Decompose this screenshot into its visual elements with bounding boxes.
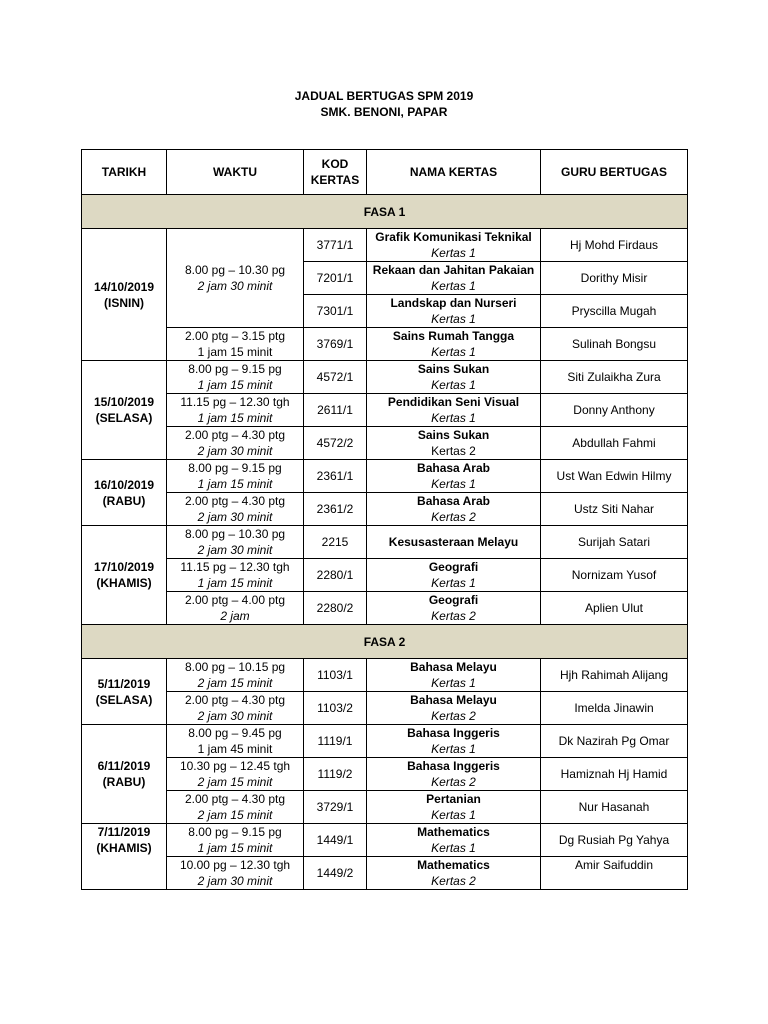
table-row <box>82 659 688 692</box>
time-cell <box>167 791 304 824</box>
paper-name: Grafik Komunikasi Teknikal <box>375 230 532 244</box>
kod-cell: 1103/2 <box>304 692 367 725</box>
kod-cell: 7201/1 <box>304 262 367 295</box>
paper-number: Kertas 1 <box>431 742 476 756</box>
time-cell <box>167 692 304 725</box>
paper-cell <box>367 824 541 857</box>
time-cell <box>167 394 304 427</box>
teacher-cell: Hamiznah Hj Hamid <box>541 758 688 791</box>
kod-cell: 2280/2 <box>304 592 367 625</box>
teacher-cell: Amir Saifuddin <box>541 857 688 890</box>
day-value: (SELASA) <box>95 692 153 707</box>
date-value: 17/10/2019 <box>93 560 155 574</box>
paper-cell <box>367 592 541 625</box>
time-cell <box>167 361 304 394</box>
time-cell <box>167 229 304 328</box>
phase-row <box>82 625 688 659</box>
time-range: 8.00 pg – 9.15 pg <box>188 362 282 376</box>
table-row <box>82 791 688 824</box>
paper-name: Pendidikan Seni Visual <box>387 395 520 409</box>
time-range: 2.00 ptg – 3.15 ptg <box>184 329 286 343</box>
day-value: (SELASA) <box>95 411 153 425</box>
header-kod-kertas <box>304 150 367 195</box>
table-row <box>82 857 688 890</box>
date-cell <box>82 725 167 824</box>
phase-label: FASA 2 <box>82 625 688 659</box>
duration: 2 jam 30 minit <box>197 444 273 458</box>
kod-cell: 2361/2 <box>304 493 367 526</box>
table-row <box>82 427 688 460</box>
table-row <box>82 394 688 427</box>
paper-cell <box>367 559 541 592</box>
paper-number: Kertas 1 <box>431 676 476 690</box>
paper-cell <box>367 758 541 791</box>
teacher-cell: Sulinah Bongsu <box>541 328 688 361</box>
phase-row <box>82 195 688 229</box>
teacher-cell: Imelda Jinawin <box>541 692 688 725</box>
date-value: 16/10/2019 <box>93 477 155 492</box>
table-row <box>82 758 688 791</box>
paper-name: Bahasa Arab <box>417 494 490 508</box>
paper-name: Bahasa Arab <box>417 461 490 475</box>
paper-number: Kertas 1 <box>431 312 476 326</box>
paper-cell <box>367 692 541 725</box>
teacher-cell: Aplien Ulut <box>541 592 688 625</box>
kod-cell: 2215 <box>304 526 367 559</box>
date-cell <box>82 229 167 361</box>
paper-cell <box>367 725 541 758</box>
teacher-cell: Nur Hasanah <box>541 791 688 824</box>
teacher-cell: Nornizam Yusof <box>541 559 688 592</box>
paper-cell <box>367 361 541 394</box>
paper-name: Geografi <box>428 593 479 607</box>
table-row <box>82 824 688 857</box>
paper-name: Sains Rumah Tangga <box>392 329 515 343</box>
paper-number: Kertas 2 <box>431 609 476 623</box>
time-cell <box>167 559 304 592</box>
table-row <box>82 460 688 493</box>
kod-cell: 3769/1 <box>304 328 367 361</box>
teacher-cell: Ustz Siti Nahar <box>541 493 688 526</box>
date-cell <box>82 526 167 625</box>
time-range: 8.00 pg – 10.30 pg <box>184 527 286 541</box>
teacher-cell: Dg Rusiah Pg Yahya <box>541 824 688 857</box>
time-cell <box>167 659 304 692</box>
paper-name: Geografi <box>428 560 479 574</box>
paper-cell <box>367 460 541 493</box>
paper-number: Kertas 1 <box>431 411 476 425</box>
paper-number: Kertas 1 <box>431 576 476 590</box>
paper-number: Kertas 2 <box>431 775 476 789</box>
paper-cell <box>367 229 541 262</box>
duration: 2 jam 15 minit <box>197 676 273 690</box>
teacher-cell: Pryscilla Mugah <box>541 295 688 328</box>
time-range: 8.00 pg – 9.15 pg <box>188 461 282 475</box>
time-cell <box>167 328 304 361</box>
paper-name: Mathematics <box>417 825 490 839</box>
teacher-cell: Dk Nazirah Pg Omar <box>541 725 688 758</box>
table-row <box>82 692 688 725</box>
paper-name: Rekaan dan Jahitan Pakaian <box>372 263 535 277</box>
date-cell <box>82 824 167 890</box>
time-range: 10.30 pg – 12.45 tgh <box>179 759 291 773</box>
paper-name: Bahasa Inggeris <box>407 726 500 740</box>
paper-name: Pertanian <box>426 792 481 806</box>
paper-cell <box>367 526 541 559</box>
teacher-cell: Hj Mohd Firdaus <box>541 229 688 262</box>
paper-number: Kertas 1 <box>431 246 476 260</box>
teacher-cell: Siti Zulaikha Zura <box>541 361 688 394</box>
paper-name: Kesusasteraan Melayu <box>388 535 519 549</box>
time-range: 8.00 pg – 10.30 pg <box>184 263 286 277</box>
teacher-cell: Ust Wan Edwin Hilmy <box>541 460 688 493</box>
duration: 1 jam 15 minit <box>197 841 273 855</box>
table-row <box>82 526 688 559</box>
kod-cell: 1119/2 <box>304 758 367 791</box>
header-guru-bertugas: GURU BERTUGAS <box>541 150 688 195</box>
duration: 2 jam 30 minit <box>197 510 273 524</box>
kod-cell: 7301/1 <box>304 295 367 328</box>
teacher-cell: Donny Anthony <box>541 394 688 427</box>
duration: 2 jam 30 minit <box>197 709 273 723</box>
paper-cell <box>367 427 541 460</box>
paper-name: Bahasa Inggeris <box>407 759 500 773</box>
header-kod-line2: KERTAS <box>310 173 360 187</box>
time-cell <box>167 592 304 625</box>
header-kod-line1: KOD <box>321 157 349 171</box>
paper-number: Kertas 1 <box>431 345 476 359</box>
time-cell <box>167 824 304 857</box>
kod-cell: 4572/2 <box>304 427 367 460</box>
document-title: JADUAL BERTUGAS SPM 2019 <box>294 89 474 103</box>
kod-cell: 1449/1 <box>304 824 367 857</box>
table-row <box>82 229 688 262</box>
teacher-cell: Surijah Satari <box>541 526 688 559</box>
day-value: (RABU) <box>102 775 146 789</box>
time-range: 8.00 pg – 10.15 pg <box>184 660 286 674</box>
paper-cell <box>367 791 541 824</box>
day-value: (ISNIN) <box>104 295 144 310</box>
header-nama-kertas: NAMA KERTAS <box>367 150 541 195</box>
duration: 2 jam 15 minit <box>197 808 273 822</box>
document-header <box>0 88 768 120</box>
teacher-cell: Abdullah Fahmi <box>541 427 688 460</box>
duration: 1 jam 15 minit <box>197 576 273 590</box>
table-row <box>82 361 688 394</box>
duration: 2 jam <box>220 609 250 623</box>
paper-number: Kertas 2 <box>431 510 476 524</box>
time-range: 2.00 ptg – 4.30 ptg <box>184 693 286 707</box>
duration: 1 jam 45 minit <box>197 742 273 756</box>
kod-cell: 3729/1 <box>304 791 367 824</box>
kod-cell: 2611/1 <box>304 394 367 427</box>
time-range: 8.00 pg – 9.45 pg <box>188 726 282 740</box>
time-range: 11.15 pg – 12.30 tgh <box>180 395 290 409</box>
paper-name: Sains Sukan <box>417 362 490 376</box>
paper-cell <box>367 328 541 361</box>
paper-number: Kertas 1 <box>431 841 476 855</box>
table-row <box>82 328 688 361</box>
date-cell <box>82 361 167 460</box>
paper-number: Kertas 1 <box>431 378 476 392</box>
table-row <box>82 559 688 592</box>
duration: 1 jam 15 minit <box>197 477 273 491</box>
kod-cell: 4572/1 <box>304 361 367 394</box>
header-waktu: WAKTU <box>167 150 304 195</box>
time-cell <box>167 526 304 559</box>
paper-number: Kertas 2 <box>431 709 476 723</box>
teacher-cell: Hjh Rahimah Alijang <box>541 659 688 692</box>
day-value: (KHAMIS) <box>96 841 152 855</box>
kod-cell: 1119/1 <box>304 725 367 758</box>
duration: 1 jam 15 minit <box>197 345 273 359</box>
paper-cell <box>367 262 541 295</box>
table-header-row <box>82 150 688 195</box>
paper-name: Sains Sukan <box>417 428 490 442</box>
paper-number: Kertas 1 <box>431 477 476 491</box>
date-value: 5/11/2019 <box>97 676 151 691</box>
paper-cell <box>367 659 541 692</box>
kod-cell: 3771/1 <box>304 229 367 262</box>
kod-cell: 1103/1 <box>304 659 367 692</box>
duration: 2 jam 30 minit <box>197 279 273 293</box>
date-value: 15/10/2019 <box>93 395 155 409</box>
teacher-cell: Dorithy Misir <box>541 262 688 295</box>
date-cell <box>82 659 167 725</box>
time-cell <box>167 427 304 460</box>
time-range: 10.00 pg – 12.30 tgh <box>179 858 291 872</box>
paper-name: Mathematics <box>417 858 490 872</box>
table-row <box>82 592 688 625</box>
paper-number: Kertas 2 <box>431 874 476 888</box>
time-cell <box>167 857 304 890</box>
day-value: (RABU) <box>102 493 146 508</box>
paper-cell <box>367 295 541 328</box>
time-cell <box>167 493 304 526</box>
duration: 1 jam 15 minit <box>197 378 273 392</box>
paper-cell <box>367 857 541 890</box>
duration: 2 jam 30 minit <box>197 543 273 557</box>
time-range: 2.00 ptg – 4.30 ptg <box>184 494 286 508</box>
kod-cell: 2361/1 <box>304 460 367 493</box>
paper-number: Kertas 1 <box>431 279 476 293</box>
date-value: 7/11/2019 <box>97 825 151 839</box>
day-value: (KHAMIS) <box>96 576 152 590</box>
paper-name: Bahasa Melayu <box>410 693 497 707</box>
date-value: 6/11/2019 <box>97 759 151 773</box>
paper-number: Kertas 1 <box>431 808 476 822</box>
time-cell <box>167 460 304 493</box>
table-row <box>82 725 688 758</box>
time-cell <box>167 725 304 758</box>
time-range: 8.00 pg – 9.15 pg <box>188 825 282 839</box>
kod-cell: 2280/1 <box>304 559 367 592</box>
time-range: 2.00 ptg – 4.30 ptg <box>184 792 286 806</box>
paper-cell <box>367 493 541 526</box>
phase-label: FASA 1 <box>82 195 688 229</box>
time-cell <box>167 758 304 791</box>
paper-cell <box>367 394 541 427</box>
paper-name: Landskap dan Nurseri <box>390 296 517 310</box>
table-row <box>82 493 688 526</box>
paper-number: Kertas 2 <box>431 444 476 458</box>
duration: 2 jam 15 minit <box>197 775 273 789</box>
time-range: 2.00 ptg – 4.30 ptg <box>184 428 286 442</box>
paper-name: Bahasa Melayu <box>410 660 497 674</box>
date-value: 14/10/2019 <box>93 279 155 294</box>
school-name: SMK. BENONI, PAPAR <box>320 105 448 119</box>
time-range: 11.15 pg – 12.30 tgh <box>180 560 290 574</box>
duration: 1 jam 15 minit <box>197 411 273 425</box>
kod-cell: 1449/2 <box>304 857 367 890</box>
time-range: 2.00 ptg – 4.00 ptg <box>184 593 286 607</box>
duration: 2 jam 30 minit <box>197 874 273 888</box>
duty-schedule-table <box>81 149 688 890</box>
header-tarikh: TARIKH <box>82 150 167 195</box>
date-cell <box>82 460 167 526</box>
